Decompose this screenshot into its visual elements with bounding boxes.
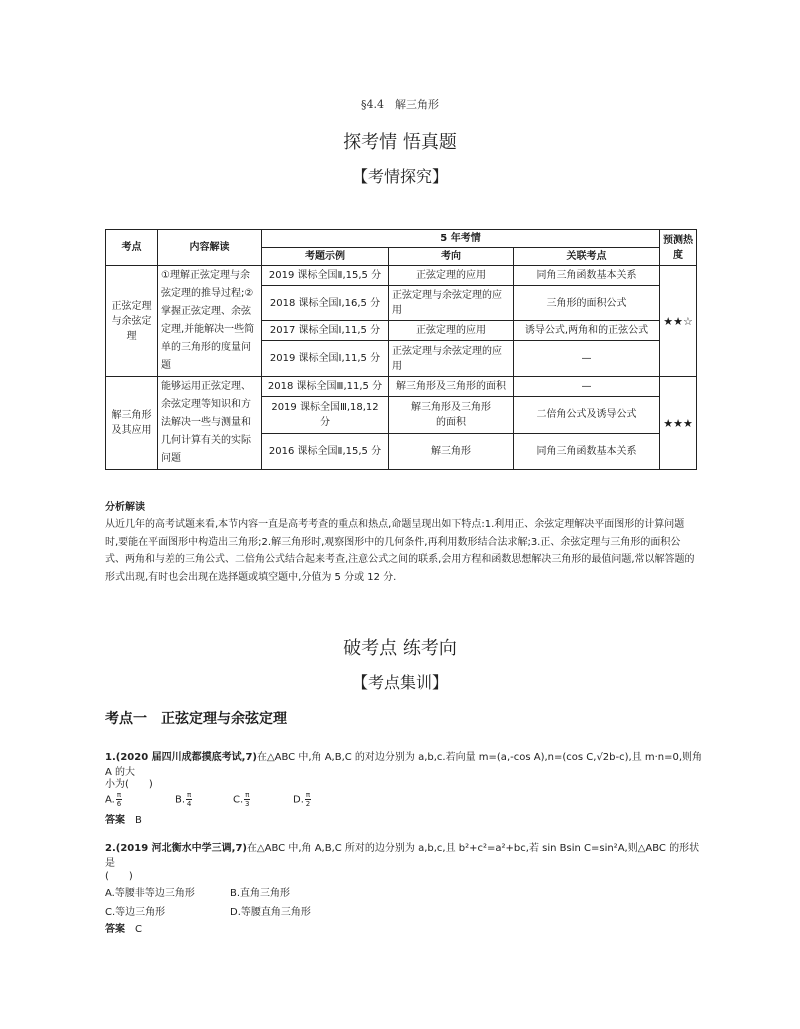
rating-stars: ★★☆ [660, 266, 697, 377]
q2-option-c: C.等边三角形 [105, 907, 166, 918]
q2-option-a: A.等腰非等边三角形 [105, 888, 195, 899]
q1-stem-c: 小为( ) [105, 779, 153, 790]
page-title: 探考情 悟真题 [343, 132, 457, 153]
kaoxiang-cell: 正弦定理与余弦定理的应用 [389, 341, 514, 377]
exam-analysis-table [105, 229, 697, 470]
guanlian-cell: 二倍角公式及诱导公式 [514, 397, 660, 433]
kaoxiang-cell: 正弦定理的应用 [389, 321, 514, 341]
q1-sqrt: √2 [596, 752, 610, 763]
header-5year: 5 年考情 [262, 230, 660, 248]
q1-stem-b: b-c),且 m·n=0,则角 A 的大 [105, 752, 703, 778]
q2-option-d: D.等腰直角三角形 [230, 907, 311, 918]
q1-option-b: B. $\frac{\pi}{4}$ [175, 791, 192, 808]
q2-paren: ( ) [105, 871, 133, 882]
shili-cell: 2018 课标全国Ⅲ,11,5 分 [262, 377, 389, 397]
guanlian-cell: — [514, 377, 660, 397]
header-kaodian: 考点 [106, 230, 158, 266]
shili-cell: 2018 课标全国Ⅰ,16,5 分 [262, 285, 389, 321]
table-row [106, 266, 697, 286]
header-yuce: 预测热度 [660, 230, 697, 266]
shili-cell: 2019 课标全国Ⅲ,18,12 分 [262, 397, 389, 433]
shili-cell: 2017 课标全国Ⅰ,11,5 分 [262, 321, 389, 341]
q1-option-c: C. $\frac{\pi}{3}$ [233, 791, 250, 808]
shili-cell: 2019 课标全国Ⅱ,15,5 分 [262, 266, 389, 286]
kaodian-cell: 正弦定理与余弦定理 [106, 266, 158, 377]
shili-cell: 2019 课标全国Ⅰ,11,5 分 [262, 341, 389, 377]
kaoxiang-cell: 正弦定理的应用 [389, 266, 514, 286]
guanlian-cell: 同角三角函数基本关系 [514, 433, 660, 469]
q2-stem: 在△ABC 中,角 A,B,C 所对的边分别为 a,b,c,且 b²+c²=a²+bc,若 sin Bsin C=sin²A,则△ABC 的形状是 [105, 843, 700, 869]
q1-option-a: A. $\frac{\pi}{6}$ [105, 791, 122, 808]
kaodian-heading: 考点一 正弦定理与余弦定理 [105, 711, 287, 727]
q2-option-b: B.直角三角形 [230, 888, 291, 899]
page-subtitle: 【考情探究】 [351, 167, 448, 186]
header-shili: 考题示例 [262, 248, 389, 266]
question-2 [105, 839, 705, 869]
guanlian-cell: — [514, 341, 660, 377]
q1-source: 1.(2020 届四川成都摸底考试,7) [105, 752, 257, 763]
header-guanlian: 关联考点 [514, 248, 660, 266]
guanlian-cell: 诱导公式,两角和的正弦公式 [514, 321, 660, 341]
q2-source: 2.(2019 河北衡水中学三调,7) [105, 843, 247, 854]
analysis-text: 从近几年的高考试题来看,本节内容一直是高考考查的重点和热点,命题呈现出如下特点:1.利用正、余弦定理解决平面图形的计算问题时,要能在平面图形中构造出三角形;2.解三角形时,观察图形中的几何条件,再利用数形结合法求解;3.正、余弦定理与三角形的面积公式、两角和与差的三角公式、二倍角公式结合起来考查,注意公式之间的联系,会用方程和函数思想解决三角形的最值问题,常以解答题的形式出现,有时也会出现在选择题或填空题中,分值为 5 分或 12 分. [105, 519, 695, 583]
guanlian-cell: 三角形的面积公式 [514, 285, 660, 321]
kaodian-cell: 解三角形及其应用 [106, 377, 158, 470]
section2-title: 破考点 练考向 [343, 638, 457, 659]
header-kaoxiang: 考向 [389, 248, 514, 266]
kaoxiang-cell: 解三角形及三角形的面积 [389, 377, 514, 397]
q2-answer: 答案 C [105, 924, 142, 935]
kaoxiang-cell: 解三角形及三角形的面积 [389, 397, 514, 433]
q1-stem-a: 在△ABC 中,角 A,B,C 的对边分别为 a,b,c.若向量 m=(a,-cos A),n=(cos C, [256, 752, 597, 763]
kaoxiang-cell: 正弦定理与余弦定理的应用 [389, 285, 514, 321]
shili-cell: 2016 课标全国Ⅱ,15,5 分 [262, 433, 389, 469]
q1-answer: 答案 B [105, 815, 142, 826]
section2-subtitle: 【考点集训】 [351, 673, 448, 692]
section-label: §4.4 解三角形 [361, 98, 439, 111]
guanlian-cell: 同角三角函数基本关系 [514, 266, 660, 286]
kaoxiang-cell: 解三角形 [389, 433, 514, 469]
question-1 [105, 748, 705, 778]
q1-option-d: D. $\frac{\pi}{2}$ [293, 791, 311, 808]
analysis-heading: 分析解读 [105, 502, 145, 513]
neirong-cell: ①理解正弦定理与余弦定理的推导过程;②掌握正弦定理、余弦定理,并能解决一些简单的三角形的度量问题 [158, 266, 262, 377]
rating-stars: ★★★ [660, 377, 697, 470]
header-neirong: 内容解读 [158, 230, 262, 266]
table-row [106, 377, 697, 397]
neirong-cell: 能够运用正弦定理、余弦定理等知识和方法解决一些与测量和几何计算有关的实际问题 [158, 377, 262, 470]
